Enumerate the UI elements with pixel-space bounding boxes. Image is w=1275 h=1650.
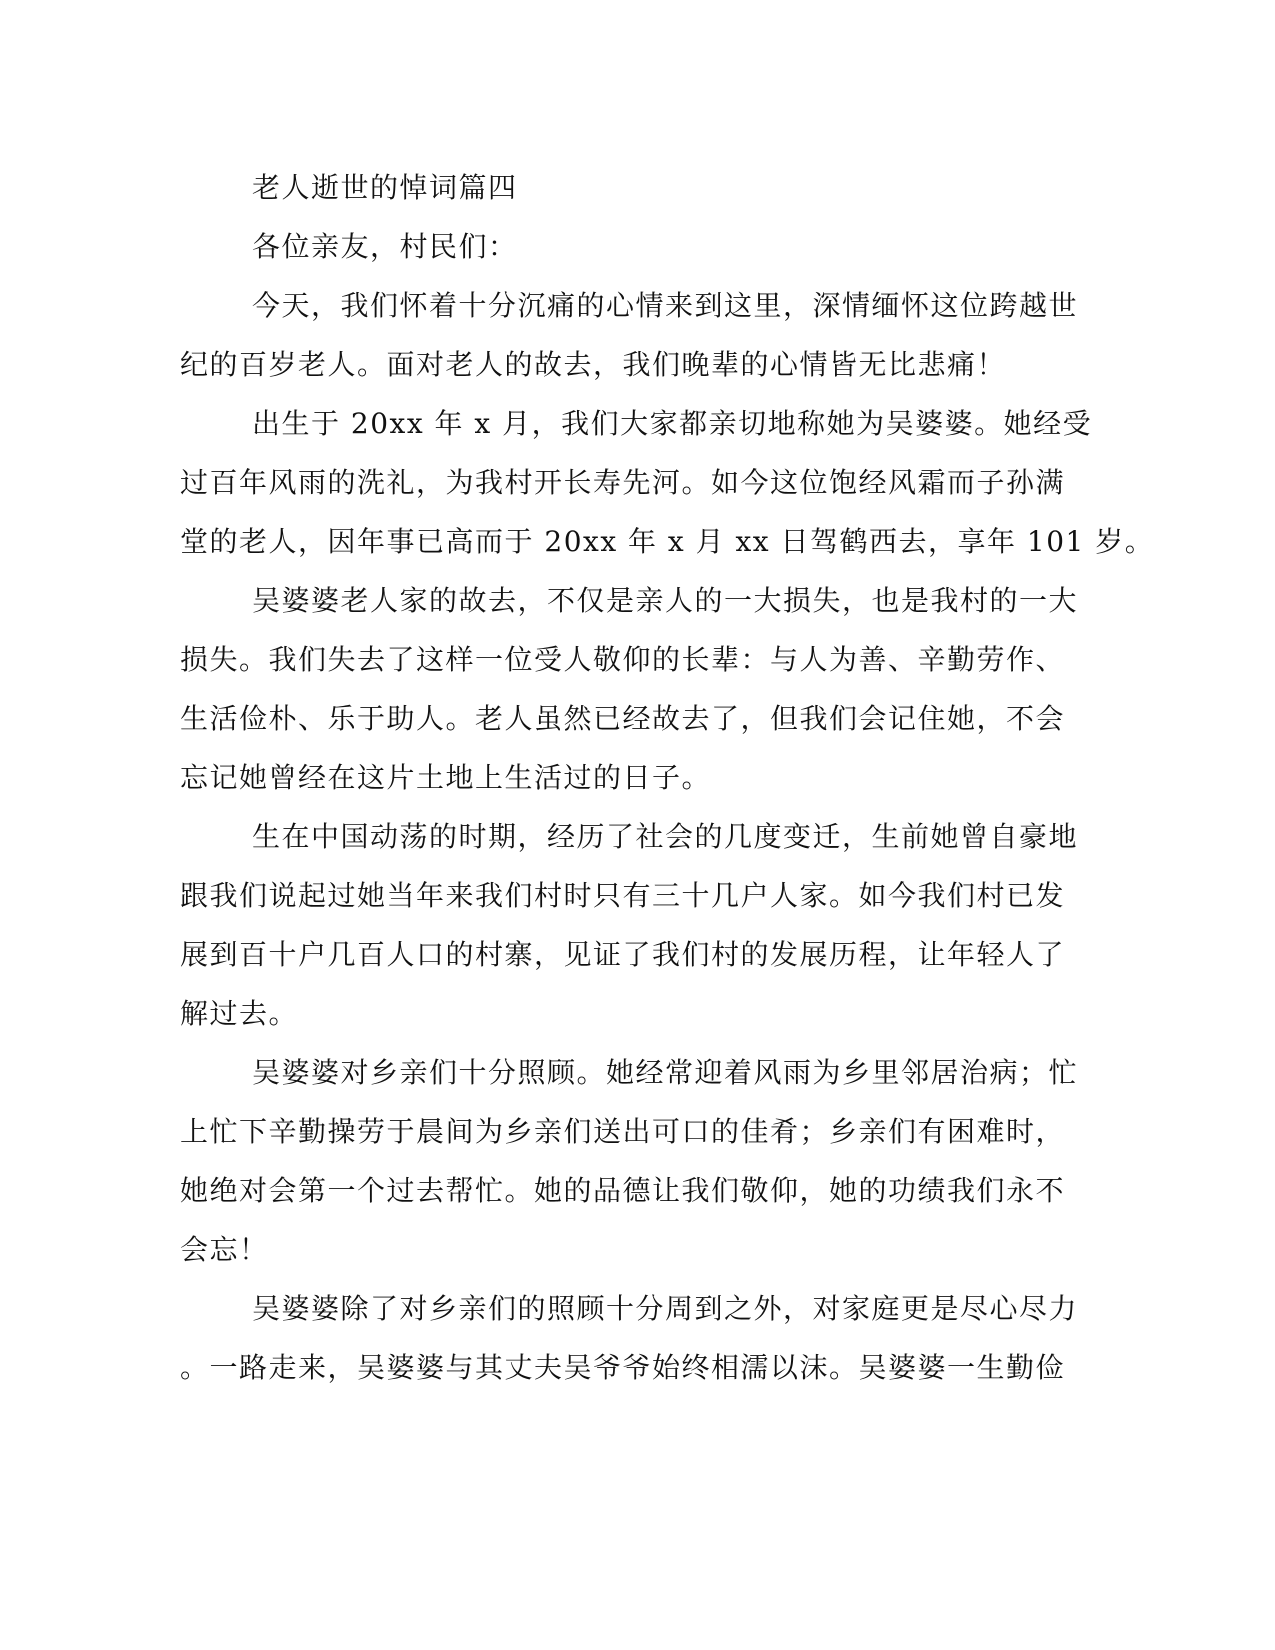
paragraph-line: 损失。我们失去了这样一位受人敬仰的长辈：与人为善、辛勤劳作、 [180,643,1066,676]
paragraph-line: 出生于 20xx 年 x 月，我们大家都亲切地称她为吴婆婆。她经受 [252,407,1093,440]
document-page [180,158,1155,1397]
paragraph-line: 忘记她曾经在这片土地上生活过的日子。 [180,761,712,794]
paragraph-line: 生活俭朴、乐于助人。老人虽然已经故去了，但我们会记住她，不会 [180,702,1066,735]
paragraph-line: 。一路走来，吴婆婆与其丈夫吴爷爷始终相濡以沫。吴婆婆一生勤俭 [180,1351,1066,1384]
paragraph-line: 过百年风雨的洗礼，为我村开长寿先河。如今这位饱经风霜而子孙满 [180,466,1066,499]
greeting: 各位亲友，村民们： [252,230,518,263]
paragraph-line: 今天，我们怀着十分沉痛的心情来到这里，深情缅怀这位跨越世 [252,289,1079,322]
paragraph-line: 吴婆婆老人家的故去，不仅是亲人的一大损失，也是我村的一大 [252,584,1079,617]
paragraph-line: 堂的老人，因年事已高而于 20xx 年 x 月 xx 日驾鹤西去，享年 101 岁。 [180,525,1155,558]
paragraph-line: 她绝对会第一个过去帮忙。她的品德让我们敬仰，她的功绩我们永不 [180,1174,1066,1207]
paragraph-line: 吴婆婆对乡亲们十分照顾。她经常迎着风雨为乡里邻居治病；忙 [252,1056,1079,1089]
paragraph-line: 吴婆婆除了对乡亲们的照顾十分周到之外，对家庭更是尽心尽力 [252,1292,1079,1325]
paragraph-line: 展到百十户几百人口的村寨，见证了我们村的发展历程，让年轻人了 [180,938,1066,971]
document-title: 老人逝世的悼词篇四 [252,171,518,204]
paragraph-line: 上忙下辛勤操劳于晨间为乡亲们送出可口的佳肴；乡亲们有困难时， [180,1115,1066,1148]
paragraph-line: 解过去。 [180,997,299,1030]
paragraph-line: 生在中国动荡的时期，经历了社会的几度变迁，生前她曾自豪地 [252,820,1079,853]
paragraph-line: 会忘！ [180,1233,269,1266]
paragraph-line: 跟我们说起过她当年来我们村时只有三十几户人家。如今我们村已发 [180,879,1066,912]
paragraph-line: 纪的百岁老人。面对老人的故去，我们晚辈的心情皆无比悲痛！ [180,348,1007,381]
